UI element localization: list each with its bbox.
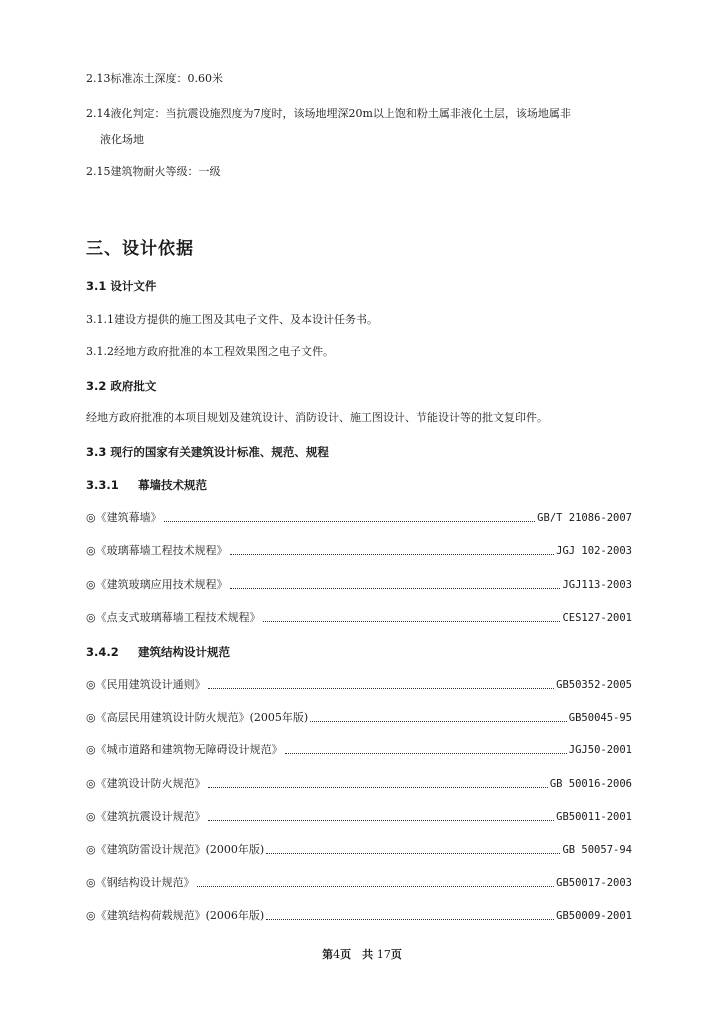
heading-label: 幕墙技术规范 [138, 478, 207, 492]
heading-3-1: 3.1 设计文件 [86, 279, 157, 293]
standard-item [86, 544, 632, 558]
standard-item [86, 909, 632, 923]
heading-3-3: 3.3 现行的国家有关建筑设计标准、规范、规程 [86, 445, 329, 459]
standard-item [86, 810, 632, 824]
standard-code: GB50011-2001 [556, 811, 632, 823]
dot-leader [266, 919, 554, 920]
item-2-15: 2.15建筑物耐火等级：一级 [86, 165, 221, 178]
footer-mid: 页 共 [340, 948, 374, 961]
standard-item [86, 711, 632, 725]
standard-name: ◎《建筑结构荷载规范》(2006年版) [86, 909, 265, 922]
heading-3-4-2 [86, 644, 230, 660]
standard-code: GB50017-2003 [556, 877, 632, 889]
standard-name: ◎《建筑幕墙》 [86, 511, 162, 524]
dot-leader [266, 853, 560, 854]
dot-leader [164, 521, 536, 522]
standard-code: GB50352-2005 [556, 679, 632, 691]
standard-name: ◎《建筑防雷设计规范》(2000年版) [86, 843, 265, 856]
heading-number: 3.3.1 [86, 478, 119, 492]
standard-name: ◎《建筑抗震设计规范》 [86, 810, 206, 823]
standard-item [86, 511, 632, 525]
heading-label: 建筑结构设计规范 [138, 645, 230, 659]
standard-code: GB 50057-94 [562, 844, 632, 856]
page-number: 4 [333, 948, 341, 961]
dot-leader [285, 753, 567, 754]
standard-name: ◎《建筑设计防火规范》 [86, 777, 206, 790]
dot-leader [197, 886, 555, 887]
standard-item [86, 611, 632, 625]
heading-3-3-1 [86, 477, 207, 493]
standard-item [86, 777, 632, 791]
standard-code: GB 50016-2006 [549, 778, 632, 790]
standard-name: ◎《建筑玻璃应用技术规程》 [86, 578, 228, 591]
standard-code: CES127-2001 [562, 612, 632, 624]
standard-item [86, 876, 632, 890]
dot-leader [208, 820, 555, 821]
dot-leader [310, 721, 567, 722]
heading-number: 3.4.2 [86, 645, 119, 659]
dot-leader [263, 621, 561, 622]
standard-name: ◎《玻璃幕墙工程技术规程》 [86, 544, 228, 557]
standard-code: GB50045-95 [568, 712, 632, 724]
standard-name: ◎《高层民用建筑设计防火规范》(2005年版) [86, 711, 309, 724]
page-footer [0, 946, 724, 962]
dot-leader [208, 688, 555, 689]
footer-prefix: 第 [322, 948, 334, 961]
text-3-2: 经地方政府批准的本项目规划及建筑设计、消防设计、施工图设计、节能设计等的批文复印件。 [86, 411, 548, 424]
section-title: 三、设计依据 [86, 239, 194, 259]
line-3-1-2: 3.1.2经地方政府批准的本工程效果图之电子文件。 [86, 345, 334, 358]
heading-3-2: 3.2 政府批文 [86, 379, 157, 393]
page-total: 17 [376, 948, 391, 961]
line-3-1-1: 3.1.1建设方提供的施工图及其电子文件、及本设计任务书。 [86, 313, 378, 326]
footer-suffix: 页 [390, 948, 402, 961]
standard-item [86, 678, 632, 692]
standard-code: GB/T 21086-2007 [537, 512, 632, 524]
standard-name: ◎《城市道路和建筑物无障碍设计规范》 [86, 743, 283, 756]
standard-name: ◎《钢结构设计规范》 [86, 876, 195, 889]
item-2-13: 2.13标准冻土深度：0.60米 [86, 72, 223, 85]
dot-leader [230, 588, 561, 589]
standard-name: ◎《点支式玻璃幕墙工程技术规程》 [86, 611, 261, 624]
standard-name: ◎《民用建筑设计通则》 [86, 678, 206, 691]
standard-code: JGJ 102-2003 [556, 545, 632, 557]
standard-item [86, 743, 632, 757]
standard-code: GB50009-2001 [556, 910, 632, 922]
dot-leader [230, 554, 555, 555]
standard-item [86, 843, 632, 857]
item-2-14-cont: 液化场地 [100, 133, 144, 146]
dot-leader [208, 787, 548, 788]
standard-code: JGJ113-2003 [562, 579, 632, 591]
standard-code: JGJ50-2001 [568, 744, 632, 756]
standard-item [86, 578, 632, 592]
item-2-14: 2.14液化判定：当抗震设施烈度为7度时，该场地埋深20m以上饱和粉土属非液化土层，该场地属非 [86, 107, 571, 120]
